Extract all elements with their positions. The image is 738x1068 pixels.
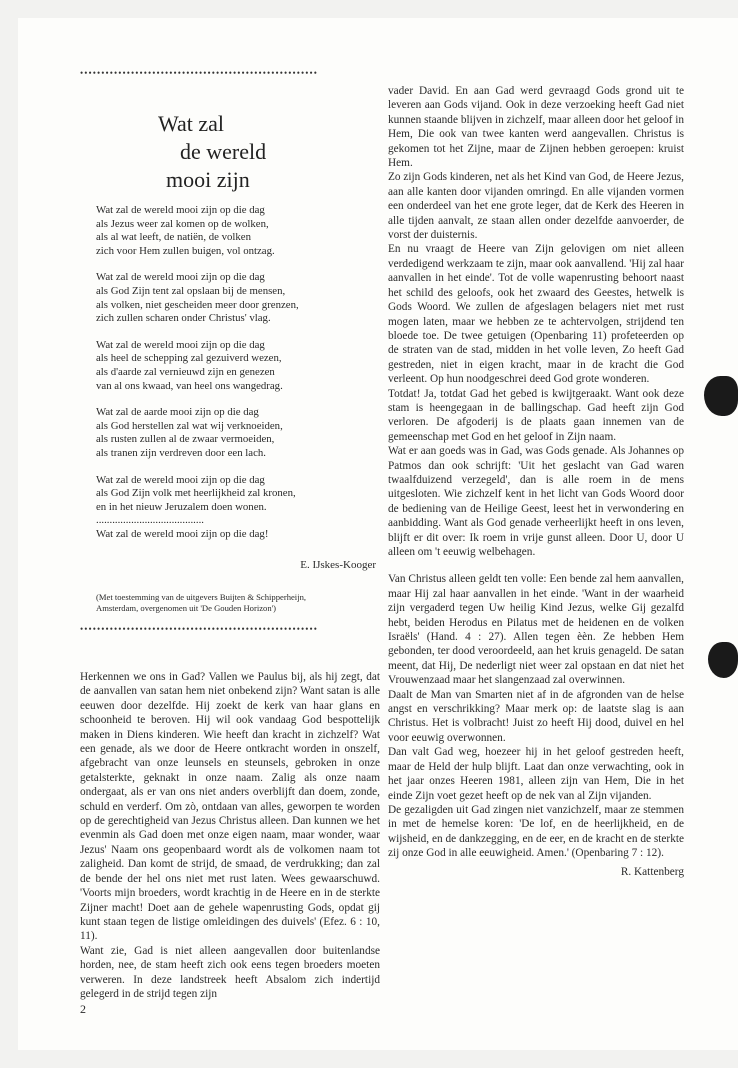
permission-line: (Met toestemming van de uitgevers Buijten & Schipperheijn, bbox=[96, 592, 307, 602]
poem-author: E. IJskes-Kooger bbox=[300, 559, 376, 571]
poem-line: ........................................ bbox=[96, 514, 204, 527]
poem-stanza bbox=[96, 406, 376, 460]
spacer bbox=[388, 559, 684, 572]
poem-line: als heel de schepping zal gezuiverd wezen, bbox=[96, 352, 282, 365]
poem-stanza bbox=[96, 271, 376, 325]
poem-line: zich zullen scharen onder Christus' vlag. bbox=[96, 312, 271, 325]
paragraph: Zo zijn Gods kinderen, net als het Kind van God, de Heere Jezus, aan alle kanten door vijanden omringd. En alle vijanden vormen een onderdeel van het ene grote leger, dat de Kerk des Heeren in alle tijden aanvalt, ze staan allen onder dezelfde aanvoerder, de vorst der duisternis. bbox=[388, 171, 684, 242]
poem-line: als God Zijn volk met heerlijkheid zal kronen, bbox=[96, 487, 296, 500]
paragraph: vader David. En aan Gad werd gevraagd Gods grond uit te leveren aan Gods vijand. Ook in deze verzoeking heeft Gad niet kunnen staande blijven in zichzelf, maar alleen door het geloof in Hem, Die ook van twee kanten werd aangevallen. Christus is gekomen tot het Zijne, maar de Zijnen hebben geroepen: kruist Hem. bbox=[388, 85, 684, 170]
right-column bbox=[388, 84, 684, 879]
page-number: 2 bbox=[80, 1002, 86, 1016]
poem-line: als God herstellen zal wat wij verknoeiden, bbox=[96, 419, 283, 432]
permission-note bbox=[96, 592, 376, 614]
paragraph: Totdat! Ja, totdat Gad het gebed is kwijtgeraakt. Want ook deze stam is heengegaan in de ballingschap. Gad heeft zijn God verloren. De afgoderij is de plaats gaan innemen van de gemeenschap met God en het geloof in Zijn naam. bbox=[388, 387, 684, 443]
paragraph: Van Christus alleen geldt ten volle: Een bende zal hem aanvallen, maar Hij zal haar aanvallen in het einde. 'Want in der waarheid zijn vergaderd tegen Uw heilig Kind Jezus, welke Gij gezalfd hebt, beiden Herodus en Pilatus met de heidenen en de volken Israëls' (Hand. 4 : 27). Allen tegen èèn. Ze hebben Hem gebonden, ter dood veroordeeld, aan het kruis genageld. De satan meent, dat Hij, De nederligt niet weer zal opstaan en dat niet het Vrouwenzaad maar het slangenzaad zal overwinnen. bbox=[388, 573, 684, 687]
poem-line: als rusten zullen al de zwaar vermoeiden, bbox=[96, 433, 275, 446]
poem-line: als al wat leeft, de natiën, de volken bbox=[96, 231, 251, 244]
poem-line: Wat zal de wereld mooi zijn op die dag bbox=[96, 338, 265, 351]
poem-stanza bbox=[96, 339, 376, 393]
paragraph: Dan valt Gad weg, hoezeer hij in het geloof gestreden heeft, maar de Held der hulp blijft. Laat dan onze verwachting, ook in het jaar onzes Heeren 1981, alleen zijn van Hem, Die in het einde Zijn voet gezet heeft op de nek van al Zijn vijanden. bbox=[388, 746, 684, 802]
top-divider: •••••••••••••••••••••••••••••••••••••••••••••••••••••••• bbox=[80, 70, 319, 76]
paragraph: Wat er aan goeds was in Gad, was Gods genade. Als Johannes op Patmos dan ook schrijft: 'Uit het geslacht van Gad waren twaalfduizend verzegeld', dan is alle roem in de mens uitgesloten. Wie zichzelf kent in het licht van Gods Woord door de bediening van de Heilige Geest, leest het in verwondering en aanbidding. Want als God genade verheerlijkt heeft in ons leven, blijft er dit over: Ik roem in vrije gunst alleen. Door U, door U alleen om 't eeuwig welbehagen. bbox=[388, 445, 684, 558]
poem-line: als d'aarde zal vernieuwd zijn en genezen bbox=[96, 365, 275, 378]
paragraph: De gezaligden uit Gad zingen niet vanzichzelf, maar ze stemmen in met de hemelse koren: 'De lof, en de heerlijkheid, en de wijsheid, en de dankzegging, en de eer, en de kracht en de sterkte zij onze God in alle eeuwigheid. Amen.' (Openbaring 7 : 12). bbox=[388, 803, 684, 860]
poem-stanza bbox=[96, 474, 376, 542]
binding-hole-mark bbox=[704, 376, 738, 416]
poem-title-line: mooi zijn bbox=[166, 167, 250, 192]
paragraph: Daalt de Man van Smarten niet af in de afgronden van de helse angst en verschrikking? Maar merk op: de laatste slag is aan Christus. Het is volbracht! Juist zo heeft Hij dood, duivel en hel voor eeuwig overwonnen. bbox=[388, 688, 684, 744]
poem-stanza bbox=[96, 204, 376, 258]
poem-line: Wat zal de wereld mooi zijn op die dag bbox=[96, 204, 265, 216]
paragraph: Herkennen we ons in Gad? Vallen we Paulus bij, als hij zegt, dat de aanvallen van satan hem niet onbekend zijn? Want satan is alle eeuwen door dezelfde. Hij zoekt de kerk van haar glans en schoonheid te beroven. Hij wil ook vandaag God bespottelijk maken in Diens kinderen. Wie heeft dan kracht in zichzelf? Wat een genade, als we door de Heere ontkracht worden in onszelf, afgebracht van onze leunsels en steunsels, gebroken in onze getalsterkte, geknakt in onze naam. Zalig als onze naam ondergaat, als er van ons niet anders overblijft dan doem, zonde, schuld en verderf. Om zò, ontdaan van alles, geworpen te worden op de gerechtigheid van Jezus Christus alleen. Dan kunnen we het evenmin als Gad doen met onze eigen naam, maar wonder, waar Jezus' Naam ons geopenbaard wordt als de volkomen naam tot zaligheid. Dan komt de strijd, de smaad, de verdrukking; dan zal de bende der hel ons niet met rust laten. Wees gewaarschuwd. 'Voorts mijn broeders, wordt krachtig in de Heere en in de sterkte Zijner macht! Doet aan de gehele wapenrusting Gods, opdat gij kunt staan tegen de listige omleidingen des duivels' (Efez. 6 : 10, 11). bbox=[80, 671, 380, 943]
poem bbox=[96, 204, 376, 554]
article-signature: R. Kattenberg bbox=[620, 865, 684, 878]
poem-title-line: Wat zal bbox=[158, 111, 225, 136]
poem-line: Wat zal de aarde mooi zijn op die dag bbox=[96, 406, 259, 419]
poem-line: Wat zal de wereld mooi zijn op die dag bbox=[96, 473, 265, 486]
bottom-divider: •••••••••••••••••••••••••••••••••••••••••••••••••••••••• bbox=[80, 626, 319, 632]
binding-hole-mark bbox=[708, 642, 738, 678]
paragraph: En nu vraagt de Heere van Zijn gelovigen om niet alleen verdedigend werkzaam te zijn, maar ook aanvallend. 'Hij zal haar aanvallen in het einde'. Tot de volle wapenrusting behoort naast het schild des geloofs, ook het zwaard des Geestes, hetwelk is Gods Woord. We zullen de afgeslagen belagers niet met rust mogen laten, maar we hebben ze te achtervolgen, strijdend ten bloede toe. De twee getuigen (Openbaring 11) profeteerden op de straten van de stad, midden in het volle leven, Zo heeft Gad gestreden, niet in eigen kracht, maar in de kracht die God verleent. Op hun noodgeschrei deed God grote wonderen. bbox=[388, 243, 684, 386]
paragraph: Want zie, Gad is niet alleen aangevallen door buitenlandse horden, nee, de stam heeft zich ook eens tegen broeders moeten verweren. In deze landstreek heeft Absalom zich indertijd gelegerd in de strijd tegen zijn bbox=[80, 944, 380, 1000]
poem-line: als tranen zijn verdreven door een lach. bbox=[96, 446, 266, 459]
poem-title-line: de wereld bbox=[180, 139, 267, 164]
page bbox=[18, 18, 738, 1050]
poem-line: als God Zijn tent zal opslaan bij de mensen, bbox=[96, 284, 286, 297]
poem-line: als volken, niet gescheiden meer door grenzen, bbox=[96, 298, 299, 311]
poem-line: als Jezus weer zal komen op de wolken, bbox=[96, 217, 269, 230]
permission-line: Amsterdam, overgenomen uit 'De Gouden Horizon') bbox=[96, 603, 277, 613]
poem-line: en in het nieuw Jeruzalem doen wonen. bbox=[96, 500, 267, 513]
poem-line: Wat zal de wereld mooi zijn op die dag bbox=[96, 271, 265, 284]
poem-line: zich voor Hem zullen buigen, vol ontzag. bbox=[96, 244, 275, 257]
poem-title bbox=[158, 110, 266, 194]
poem-line: Wat zal de wereld mooi zijn op die dag! bbox=[96, 527, 269, 540]
poem-line: van al ons kwaad, van heel ons wangedrag. bbox=[96, 379, 283, 392]
left-column bbox=[80, 670, 380, 1001]
